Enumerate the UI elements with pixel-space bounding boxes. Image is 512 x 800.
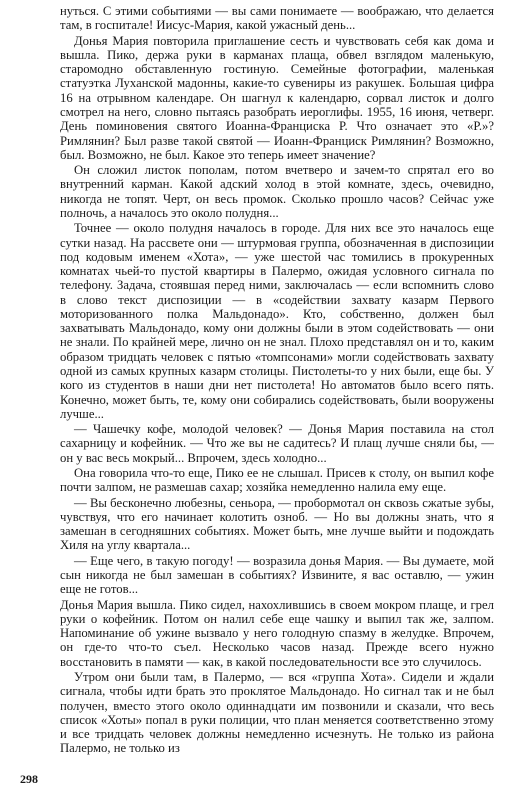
paragraph: Она говорила что-то еще, Пико ее не слышал. Присев к столу, он выпил кофе почти залпом, не размешав сахар; хозяйка немедленно налила ему еще. — [60, 466, 494, 495]
page-number: 298 — [20, 772, 38, 786]
paragraph: — Еще чего, в такую погоду! — возразила донья Мария. — Вы думаете, мой сын никогда не был замешан в событиях? Извините, я вас оставлю, — ужин еще не готов... — [60, 553, 494, 597]
paragraph: — Вы бесконечно любезны, сеньора, — пробормотал он сквозь сжатые зубы, чувствуя, что его начинает колотить озноб. — Но вы должны знать, что я замешан в сегодняшних событиях. Может быть, мне лучше выйти и подождать Хиля на углу квартала... — [60, 495, 494, 553]
paragraph: нуться. С этими событиями — вы сами понимаете — воображаю, что делается там, в госпитале! Иисус-Мария, какой ужасный день... — [60, 4, 494, 33]
paragraph: — Чашечку кофе, молодой человек? — Донья Мария поставила на стол сахарницу и кофейник. — Что же вы не садитесь? И плащ лучше сняли бы, — он у вас весь мокрый... Впрочем, здесь холодно... — [60, 422, 494, 465]
page-text — [60, 4, 494, 757]
paragraph: Донья Мария повторила приглашение сесть и чувствовать себя как дома и вышла. Пико, держа руки в карманах плаща, обвел взглядом маленькую, старомодно обставленную гостиную. Семейные фотографии, маленькая статуэтка Луханской мадонны, какие-то сувениры из ракушек. Большая цифра 16 на отрывном календаре. Он шагнул к календарю, сорвал листок и долго смотрел на него, словно пытаясь разобрать иероглифы. 1955, 16 июня, четверг. День поминовения святого Иоанна-Франциска Р. Что означает это «Р.»? Римлянин? Был разве такой святой — Иоанн-Франциск Римлянин? Возможно, был. Возможно, не был. Какое это теперь имеет значение? — [60, 33, 494, 162]
paragraph: Утром они были там, в Палермо, — вся «группа Хота». Сидели и ждали сигнала, чтобы идти брать это проклятое Мальдонадо. Но сигнал так и не был получен, вместо этого около одиннадцати им позвонили и сказали, что весь список «Хоты» попал в руки полиции, что план меняется соответственно этому и все тридцать человек должны немедленно исчезнуть. Не только из района Палермо, не только из — [60, 669, 494, 756]
paragraph: Он сложил листок пополам, потом вчетверо и зачем-то спрятал его во внутренний карман. Какой адский холод в этой комнате, здесь, очевидно, никогда не топят. Черт, он весь промок. Сколько прошло часов? Сейчас уже полночь, а началось это около полудня... — [60, 163, 494, 220]
paragraph: Донья Мария вышла. Пико сидел, нахохлившись в своем мокром плаще, и грел руки о кофейник. Потом он налил себе еще чашку и выпил так же, залпом. Напоминание об ужине вызвало у него голодную спазму в желудке. Впрочем, он где-то что-то съел. Несколько часов назад. Прежде всего нужно восстановить в памяти — как, в какой последовательности все это случилось. — [60, 597, 494, 669]
paragraph: Точнее — около полудня началось в городе. Для них все это началось еще сутки назад. На рассвете они — штурмовая группа, обозначенная в диспозиции под кодовым именем «Хота», — уже шестой час томились в прокуренных комнатах чьей-то пустой квартиры в Палермо, ожидая условного сигнала по телефону. Задача, стоявшая перед ними, заключалась — если вспомнить слово в слово текст диспозиции — в «содействии захвату казарм Первого моторизованного полка Мальдонадо». Кто, собственно, должен был захватывать Мальдонадо, кому они должны были в этом содействовать — они не знали. По крайней мере, лично он не знал. Плохо представлял он и то, каким образом тридцать человек с пятью «томпсонами» могли содействовать захвату одной из самых крупных казарм столицы. Пистолеты-то у них были, еще бы. У кого из студентов в наши дни нет пистолета! Но автоматов было всего пять. Конечно, может быть, те, кому они собирались содействовать, были вооружены лучше... — [60, 221, 494, 421]
